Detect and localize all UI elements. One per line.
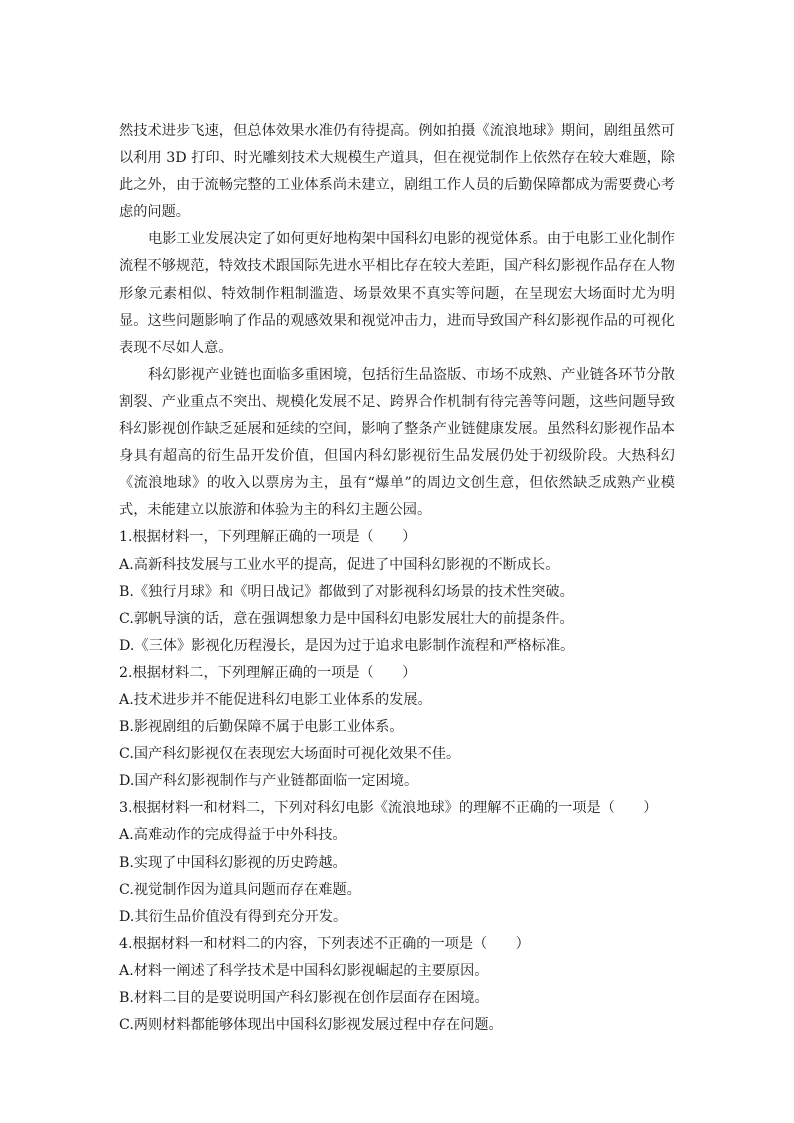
question-stem: 1.根据材料一，下列理解正确的一项是（ ） — [119, 529, 417, 546]
option-b: B.材料二目的是要说明国产科幻影视在创作层面存在困境。 — [119, 990, 489, 1006]
paragraph-2: 电影工业发展决定了如何更好地构架中国科幻电影的视觉体系。由于电影工业化制作流程不够规范，特效技术跟国际先进水平相比存在较大差距，国产科幻影视作品存在人物形象元素相似、特效制作粗制滥造、场景效果不真实等问题，在呈现宏大场面时尤为明显。这些问题影响了作品的观感效果和视觉冲击力，进而导致国产科幻影视作品的可视化表现不尽如人意。 — [119, 231, 675, 356]
option-c: C.两则材料都能够体现出中国科幻影视发展过程中存在问题。 — [119, 1017, 503, 1034]
question-3 — [119, 795, 675, 930]
option-b: B.影视剧组的后勤保障不属于电影工业体系。 — [119, 719, 404, 736]
question-2 — [119, 660, 675, 795]
option-a: A.技术进步并不能促进科幻电影工业体系的发展。 — [119, 691, 432, 708]
question-stem: 2.根据材料二，下列理解正确的一项是（ ） — [119, 664, 417, 681]
option-b: B.《独行月球》和《明日战记》都做到了对影视科幻场景的技术性突破。 — [119, 583, 574, 600]
option-c: C.国产科幻影视仅在表现宏大场面时可视化效果不佳。 — [119, 746, 461, 763]
option-a: A.高新科技发展与工业水平的提高，促进了中国科幻影视的不断成长。 — [119, 556, 560, 573]
question-stem: 3.根据材料一和材料二，下列对科幻电影《流浪地球》的理解不正确的一项是（ ） — [119, 800, 658, 817]
question-stem: 4.根据材料一和材料二的内容，下列表述不正确的一项是（ ） — [119, 935, 530, 952]
question-1 — [119, 524, 675, 659]
option-a: A.材料一阐述了科学技术是中国科幻影视崛起的主要原因。 — [119, 962, 489, 979]
option-a: A.高难动作的完成得益于中外科技。 — [119, 827, 347, 844]
paragraph-3: 科幻影视产业链也面临多重困境，包括衍生品盗版、市场不成熟、产业链各环节分散割裂、产业重点不突出、规模化发展不足、跨界合作机制有待完善等问题，这些问题导致科幻影视创作缺乏延展和延续的空间，影响了整条产业链健康发展。虽然科幻影视作品本身具有超高的衍生品开发价值，但国内科幻影视衍生品发展仍处于初级阶段。大热科幻《流浪地球》的收入以票房为主，虽有“爆单”的周边文创生意，但依然缺乏成熟产业模式，未能建立以旅游和体验为主的科幻主题公园。 — [119, 366, 675, 519]
option-b: B.实现了中国科幻影视的历史跨越。 — [119, 854, 347, 871]
option-d: D.其衍生品价值没有得到充分开发。 — [119, 908, 348, 925]
option-d: D.《三体》影视化历程漫长，是因为过于追求电影制作流程和严格标准。 — [119, 637, 575, 654]
option-c: C.视觉制作因为道具问题而存在难题。 — [119, 881, 361, 898]
paragraph-1: 然技术进步飞速，但总体效果水准仍有待提高。例如拍摄《流浪地球》期间，剧组虽然可以利用 3D 打印、时光雕刻技术大规模生产道具，但在视觉制作上依然存在较大难题，除此之外，由于流畅完整的工业体系尚未建立，剧组工作人员的后勤保障都成为需要费心考虑的问题。 — [119, 123, 675, 221]
option-c: C.郭帆导演的话，意在强调想象力是中国科幻电影发展壮大的前提条件。 — [119, 610, 574, 627]
question-4 — [119, 931, 675, 1039]
document-page — [119, 118, 675, 1039]
option-d: D.国产科幻影视制作与产业链都面临一定困境。 — [119, 773, 419, 790]
